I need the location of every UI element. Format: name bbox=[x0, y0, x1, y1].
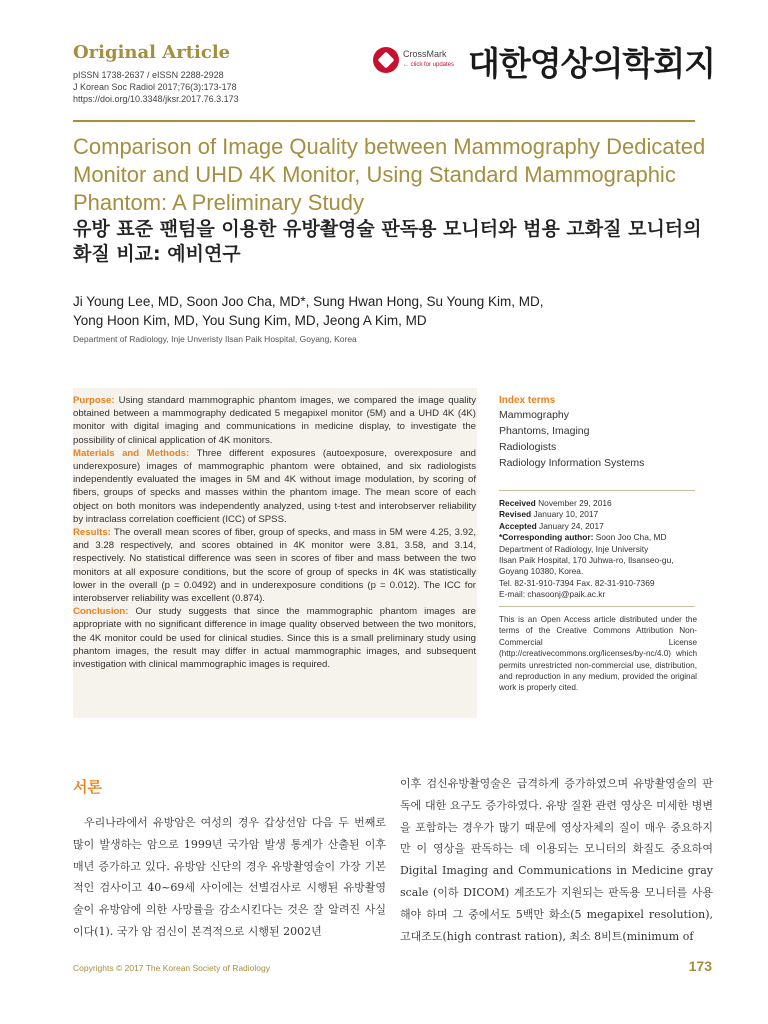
body-column-right: 이후 검신유방촬영술은 급격하게 증가하였으며 유방촬영술의 판독에 대한 요구도 증가하였다. 유방 질환 관련 영상은 미세한 병변을 포함하는 경우가 많기 때문에 영상자체의 질이 매우 중요하지만 이 영상을 판독하는 데 이용되는 모니터의 화질도 중요하여 Digital Imaging and Communications in Medicine gray scale (이하 DICOM) 계조도가 지원되는 판독용 모니터를 사용해야 하며 그 중에서도 5백만 화소(5 megapixel resolution), 고대조도(high contrast ration), 최소 8비트(minimum of bbox=[400, 777, 713, 943]
received-label: Received bbox=[499, 498, 536, 508]
affiliation: Department of Radiology, Inje Unveristy Ilsan Paik Hospital, Goyang, Korea bbox=[73, 334, 357, 344]
index-terms bbox=[499, 394, 699, 471]
body-column-left: 우리나라에서 유방암은 여성의 경우 갑상선암 다음 두 번째로 많이 발생하는 암으로 1999년 국가암 발생 통계가 산출된 이후 매년 증가하고 있다. 유방암 신단의 경우 유방촬영술이 가장 기본적인 검사이고 40~69세 사이에는 선별검사로 시행된 유방촬영술이 유방암에 의한 사망률을 감소시킨다는 것은 잘 알려진 사실이다(1). 국가 암 검신이 본격적으로 시행된 2002년 bbox=[73, 816, 386, 938]
title-english: Comparison of Image Quality between Mammography Dedicated Monitor and UHD 4K Monitor, Using Standard Mammographic Phantom: A Preliminary Study bbox=[73, 134, 706, 215]
article-type: Original Article bbox=[73, 42, 231, 63]
index-term: Radiology Information Systems bbox=[499, 457, 645, 469]
revised-label: Revised bbox=[499, 509, 532, 520]
crossmark-name: CrossMark bbox=[403, 49, 447, 59]
index-terms-title: Index terms bbox=[499, 395, 556, 406]
doi-link[interactable]: https://doi.org/10.3348/jksr.2017.76.3.173 bbox=[73, 94, 239, 104]
intro-heading: 서론 bbox=[73, 778, 102, 796]
corresponding-name: Soon Joo Cha, MD bbox=[595, 532, 667, 543]
authors-line-2: Yong Hoon Kim, MD, You Sung Kim, MD, Jeong A Kim, MD bbox=[73, 313, 427, 328]
abstract-purpose bbox=[73, 394, 476, 447]
revised-date bbox=[499, 509, 699, 520]
header-divider bbox=[73, 120, 695, 122]
license-text: This is an Open Access article distributed under the terms of the Creative Commons Attribution Non-Commercial License (http://creativecommons.org/licenses/by-nc/4.0) which permits unrestricted non-commercial use, distribution, and reproduction in any medium, provided the original work is properly cited. bbox=[499, 615, 697, 693]
page-number: 173 bbox=[688, 958, 712, 974]
abstract-methods bbox=[73, 447, 476, 526]
corresponding-label: *Corresponding author: bbox=[499, 532, 594, 543]
journal-name: 대한영상의학회지 bbox=[468, 44, 716, 83]
crossmark-sub: ← click for updates bbox=[403, 62, 455, 68]
header-meta bbox=[73, 42, 393, 105]
address-line: Department of Radiology, Inje University bbox=[499, 543, 649, 554]
results-text: The overall mean scores of fiber, group of specks, and mass in 5M were 4.25, 3.92, and 3.28 respectively, and scores obtained in 4K monitor were 3.81, 3.58, and 3.14, respectively. No statistical difference was seen in scores of fiber and mass between the two monitors at all exposure conditions, but the score of group of specks in 4K was statistically lower in the overall (p = 0.0492) and in underexposure conditions (p = 0.012). The ICC for interobserver reliability was excellent (0.874). bbox=[73, 527, 476, 605]
address-line: Goyang 10380, Korea. bbox=[499, 566, 584, 577]
index-term: Radiologists bbox=[499, 441, 557, 453]
address-line: Ilsan Paik Hospital, 170 Juhwa-ro, Ilsanseo-gu, bbox=[499, 555, 674, 566]
authors-line-1: Ji Young Lee, MD, Soon Joo Cha, MD*, Sung Hwan Hong, Su Young Kim, MD, bbox=[73, 294, 544, 309]
email-link[interactable]: E-mail: chasoonj@paik.ac.kr bbox=[499, 589, 606, 600]
received-date bbox=[499, 498, 699, 509]
citation: J Korean Soc Radiol 2017;76(3):173-178 bbox=[73, 82, 237, 92]
crossmark-badge[interactable] bbox=[373, 44, 465, 76]
side-divider bbox=[499, 490, 695, 491]
author-list bbox=[73, 292, 693, 330]
title-korean: 유방 표준 팬텀을 이용한 유방촬영술 판독용 모니터와 범용 고화질 모니터의 화질 비교: 예비연구 bbox=[73, 218, 702, 265]
methods-text: Three different exposures (autoexposure, overexposure and underexposure) images of mammographic phantom were obtained, and six radiologists independently evaluated the images in 5M and 4K without image modulation, by scoring of fibers, groups of specks and masses within the phantom image. The mean score of each object on both monitors was independently analyzed, using t-test and interobserver reliability by intraclass correlation coefficient (ICC) of SPSS. bbox=[73, 447, 476, 525]
index-term: Mammography bbox=[499, 409, 570, 421]
index-term: Phantoms, Imaging bbox=[499, 425, 590, 437]
purpose-label: Purpose: bbox=[73, 395, 115, 406]
accepted-value: January 24, 2017 bbox=[539, 520, 604, 531]
abstract-results bbox=[73, 526, 476, 605]
received-value: November 29, 2016 bbox=[538, 498, 612, 508]
accepted-date bbox=[499, 521, 699, 532]
article-dates bbox=[499, 498, 699, 601]
abstract-conclusion bbox=[73, 605, 476, 671]
revised-value: January 10, 2017 bbox=[533, 509, 599, 520]
conclusion-label: Conclusion: bbox=[73, 606, 129, 618]
results-label: Results: bbox=[73, 527, 111, 539]
side-divider bbox=[499, 606, 695, 607]
issn: pISSN 1738-2637 / eISSN 2288-2928 bbox=[73, 70, 224, 80]
accepted-label: Accepted bbox=[499, 520, 537, 531]
conclusion-text: Our study suggests that since the mammographic phantom images are appropriate with no significant difference in image quality observed between the two monitors, the 4K monitor could be used for clinical studies. Since this is a small preliminary study using phantom images, the result may differ in actual mammographic images, and subsequent investigation with clinical mammographic images is required. bbox=[73, 606, 476, 671]
tel-fax: Tel. 82-31-910-7394 Fax. 82-31-910-7369 bbox=[499, 577, 655, 588]
corresponding-author bbox=[499, 532, 699, 543]
footer-copyright: Copyrights © 2017 The Korean Society of Radiology bbox=[73, 963, 270, 973]
abstract bbox=[73, 394, 476, 671]
methods-label: Materials and Methods: bbox=[73, 447, 190, 459]
purpose-text: Using standard mammographic phantom images, we compared the image quality obtained between a mammography dedicated 5 megapixel monitor (5M) and a UHD 4K (4K) monitor with digital imaging and communications in medicine display, to investigate the possibility of clinical application of 4K monitors. bbox=[73, 395, 477, 446]
crossmark-icon bbox=[373, 47, 399, 73]
